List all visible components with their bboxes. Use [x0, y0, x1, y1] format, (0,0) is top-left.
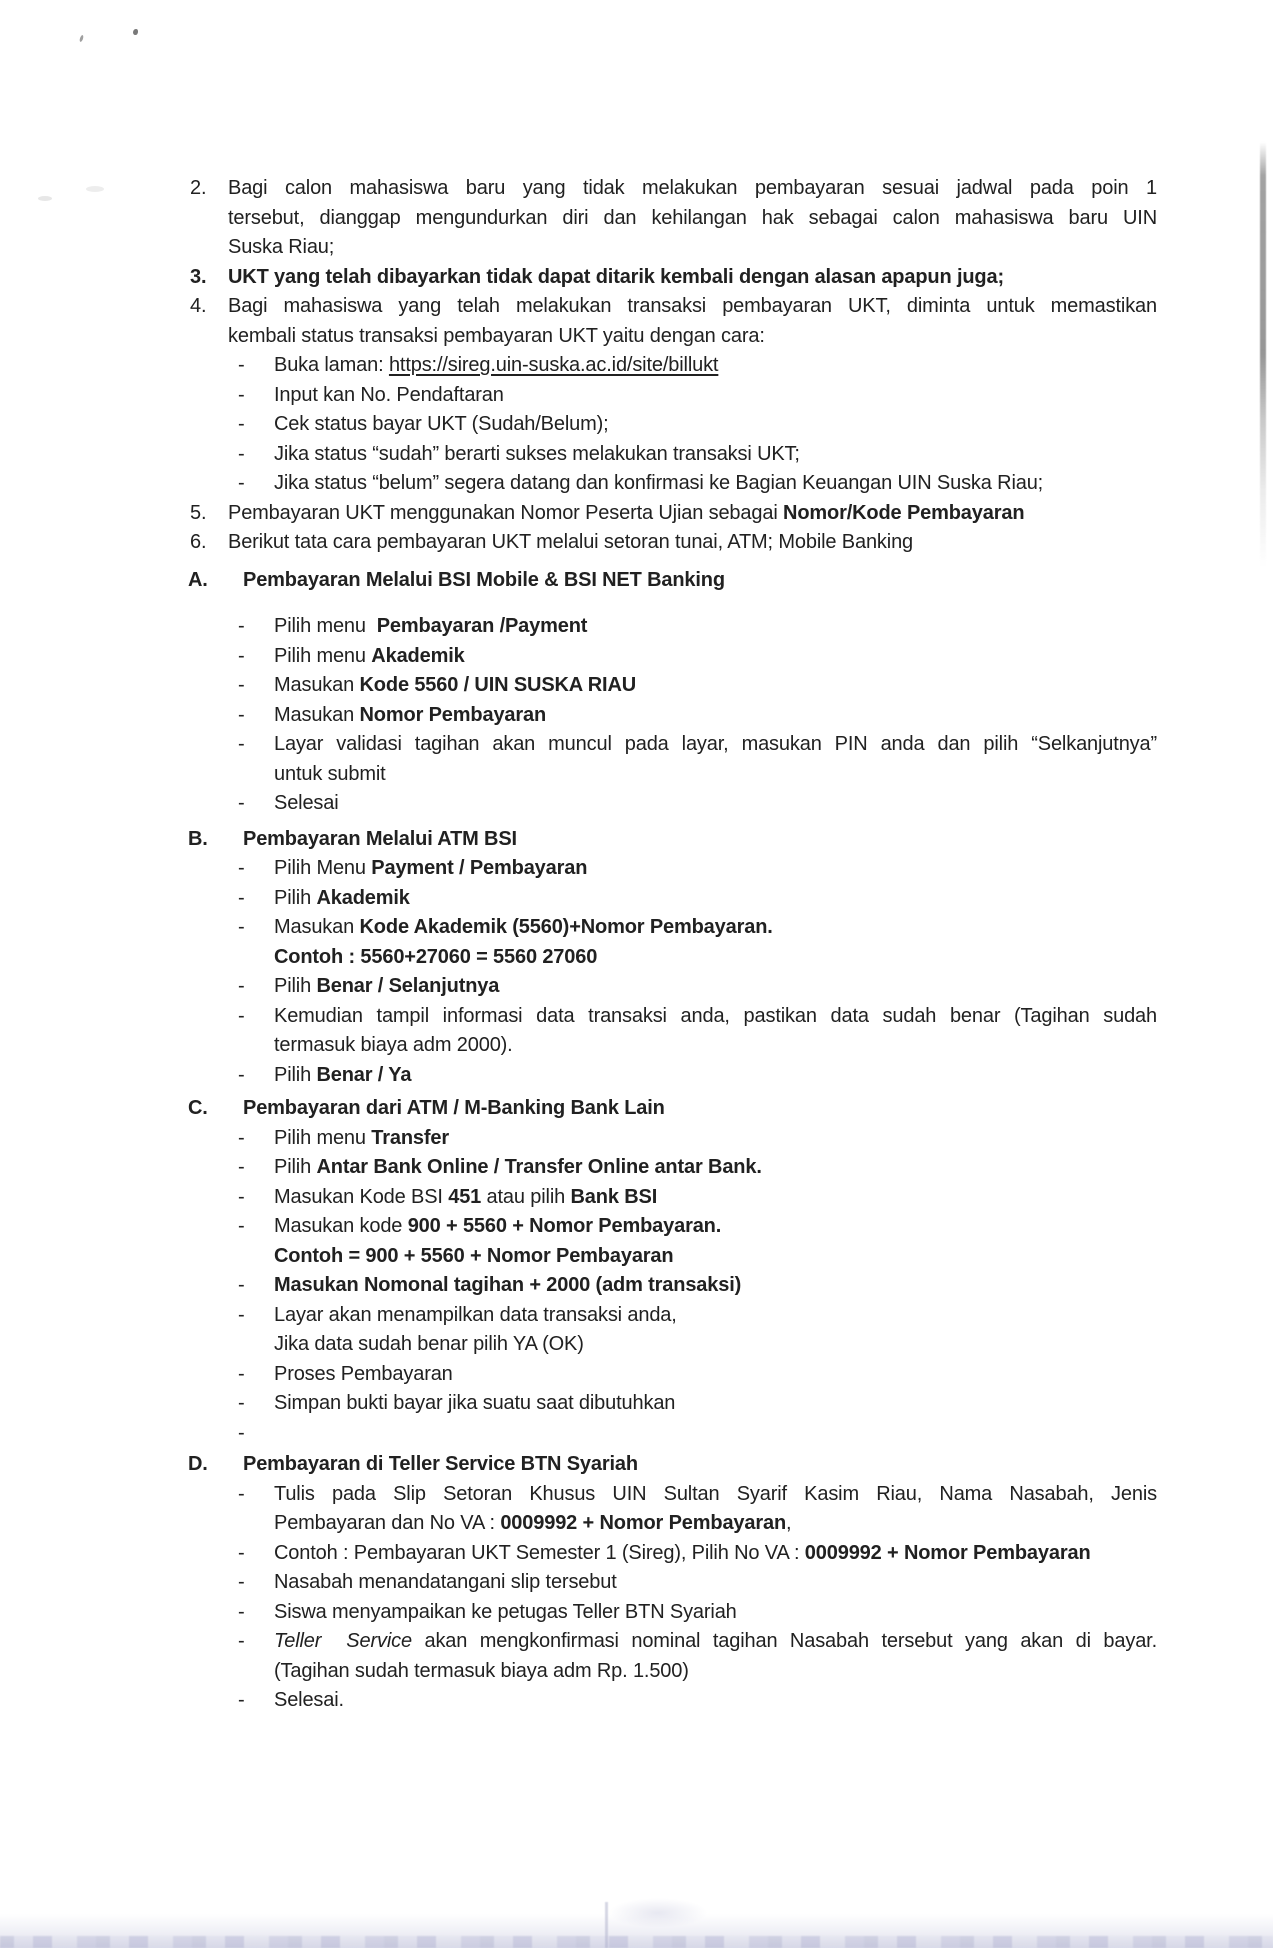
text-run: Kode Akademik (5560)+Nomor Pembayaran.	[359, 916, 773, 938]
text-run: Jika data sudah benar pilih YA (OK)	[274, 1333, 584, 1355]
bullet-item	[0, 1686, 1273, 1716]
text-run: Teller Service	[274, 1630, 412, 1652]
text-run: Pembayaran /Payment	[376, 615, 588, 637]
text-run: Masukan Nomonal tagihan + 2000 (adm transaksi)	[274, 1274, 742, 1296]
bullet-item	[0, 1389, 1273, 1419]
section-letter: C.	[188, 1097, 208, 1119]
text-run: Pembayaran Melalui BSI Mobile & BSI NET Banking	[243, 568, 725, 591]
text-line	[274, 1153, 1157, 1183]
bullet-item	[0, 1360, 1273, 1390]
dash-bullet: -	[238, 792, 245, 814]
section-heading	[0, 566, 1273, 596]
dash-bullet: -	[238, 916, 245, 938]
text-run: 900 + 5560 + Nomor Pembayaran.	[407, 1215, 722, 1237]
text-run: Proses Pembayaran	[274, 1362, 453, 1385]
bullet-item	[0, 440, 1273, 470]
dash-bullet: -	[238, 472, 245, 494]
text-line	[274, 1509, 1157, 1539]
dash-bullet: -	[238, 1630, 245, 1652]
text-line	[274, 701, 1157, 731]
text-run: 0009992 + Nomor Pembayaran	[804, 1541, 1091, 1564]
section-heading	[0, 1450, 1273, 1480]
bullet-item	[0, 1183, 1273, 1213]
text-line	[228, 233, 1157, 263]
text-line	[274, 730, 1157, 760]
text-run: Pembayaran di Teller Service BTN Syariah	[243, 1453, 638, 1475]
text-run: Bagi mahasiswa yang telah melakukan transaksi pembayaran UKT, diminta untuk memastikan	[228, 295, 1157, 317]
text-line	[274, 1686, 1157, 1716]
text-line	[274, 1480, 1157, 1510]
scan-smudge	[38, 196, 52, 201]
bullet-item	[0, 381, 1273, 411]
text-line	[228, 263, 1157, 293]
text-run: Layar akan menampilkan data transaksi anda,	[274, 1303, 677, 1326]
text-line	[274, 642, 1157, 672]
text-line	[274, 671, 1157, 701]
text-line	[274, 1242, 1157, 1272]
scan-smudge	[86, 186, 104, 192]
dash-bullet: -	[238, 383, 245, 406]
text-line	[274, 1183, 1157, 1213]
text-run: Benar / Ya	[316, 1063, 412, 1086]
item-number: 5.	[190, 501, 207, 524]
bullet-item	[0, 1568, 1273, 1598]
bullet-item	[0, 913, 1273, 943]
text-line	[243, 1450, 1157, 1480]
text-line	[274, 440, 1157, 470]
text-line	[274, 884, 1157, 914]
text-run: Kode 5560 / UIN SUSKA RIAU	[359, 674, 637, 696]
dash-bullet: -	[238, 1600, 245, 1623]
text-run: Pilih menu	[274, 615, 377, 637]
text-run: Masukan	[274, 916, 360, 938]
text-run: Bank BSI	[570, 1185, 658, 1208]
dash-bullet: -	[238, 1156, 245, 1178]
text-run: 0009992 + Nomor Pembayaran	[500, 1512, 787, 1534]
bullet-item	[0, 1061, 1273, 1091]
scan-speckle-icon	[79, 35, 84, 43]
dash-bullet: -	[238, 413, 245, 435]
text-run: Pilih	[274, 1063, 317, 1086]
text-line	[274, 612, 1157, 642]
dash-bullet: -	[238, 703, 245, 726]
text-line	[274, 1330, 1157, 1360]
text-run: akan mengkonfirmasi nominal tagihan Nasabah tersebut yang akan di bayar.	[411, 1630, 1157, 1652]
numbered-item	[0, 528, 1273, 558]
text-run: Masukan Kode BSI	[274, 1185, 449, 1208]
text-run: Pembayaran Melalui ATM BSI	[243, 827, 517, 850]
text-run: Antar Bank Online / Transfer Online antar Bank.	[316, 1156, 762, 1178]
dash-bullet: -	[238, 975, 245, 997]
text-line	[274, 1061, 1157, 1091]
dash-bullet: -	[238, 886, 245, 909]
section-letter: D.	[188, 1453, 208, 1475]
bullet-item	[0, 701, 1273, 731]
dash-bullet: -	[238, 1689, 245, 1711]
text-line	[274, 1360, 1157, 1390]
text-run: Selesai	[274, 792, 339, 814]
text-run: Tulis pada Slip Setoran Khusus UIN Sultan Syarif Kasim Riau, Nama Nasabah, Jenis	[274, 1482, 1157, 1505]
text-run: Masukan kode	[274, 1215, 408, 1237]
bullet-item	[0, 854, 1273, 884]
bullet-item	[0, 972, 1273, 1002]
text-line	[274, 1212, 1157, 1242]
text-line	[274, 1598, 1157, 1628]
text-run: Pembayaran dari ATM / M-Banking Bank Lain	[243, 1097, 665, 1119]
text-line	[274, 1568, 1157, 1598]
bullet-item	[0, 1124, 1273, 1154]
dash-bullet: -	[238, 644, 245, 667]
bullet-item	[0, 884, 1273, 914]
text-run: Contoh : Pembayaran UKT Semester 1 (Sireg), Pilih No VA :	[274, 1541, 805, 1564]
text-run: kembali status transaksi pembayaran UKT yaitu dengan cara:	[228, 324, 765, 347]
text-run: (Tagihan sudah termasuk biaya adm Rp. 1.500)	[274, 1659, 689, 1682]
bullet-item	[0, 1002, 1273, 1061]
dash-bullet: -	[238, 733, 245, 755]
text-line	[228, 174, 1157, 204]
bullet-item	[0, 1539, 1273, 1569]
text-run: Bagi calon mahasiswa baru yang tidak melakukan pembayaran sesuai jadwal pada poin 1	[228, 177, 1157, 199]
text-run: Contoh : 5560+27060 = 5560 27060	[274, 945, 598, 968]
bullet-item	[0, 1480, 1273, 1539]
text-run: Berikut tata cara pembayaran UKT melalui setoran tunai, ATM; Mobile Banking	[228, 531, 914, 553]
text-line	[274, 1539, 1157, 1569]
billukt-url: https://sireg.uin-suska.ac.id/site/billukt	[388, 354, 719, 376]
dash-bullet: -	[238, 1004, 245, 1027]
bullet-item	[0, 612, 1273, 642]
text-run: ,	[786, 1512, 792, 1534]
dash-bullet: -	[238, 1482, 245, 1505]
bullet-item	[0, 351, 1273, 381]
text-line	[274, 943, 1157, 973]
text-run: Kemudian tampil informasi data transaksi anda, pastikan data sudah benar (Tagihan sudah	[274, 1004, 1157, 1027]
text-line	[274, 1419, 1157, 1449]
item-number: 4.	[190, 295, 207, 317]
text-line	[243, 1094, 1157, 1124]
text-run: Nomor/Kode Pembayaran	[783, 501, 1025, 524]
text-run: Pilih	[274, 886, 317, 909]
bullet-item	[0, 1627, 1273, 1686]
bullet-item	[0, 789, 1273, 819]
section-letter: B.	[188, 827, 208, 850]
text-run: Transfer	[371, 1126, 450, 1149]
text-line	[228, 322, 1157, 352]
text-run: untuk submit	[274, 762, 386, 785]
text-line	[274, 854, 1157, 884]
section-heading	[0, 1094, 1273, 1124]
text-run: Buka laman:	[274, 354, 389, 376]
text-run: Cek status bayar UKT (Sudah/Belum);	[274, 413, 609, 435]
text-run: Siswa menyampaikan ke petugas Teller BTN Syariah	[274, 1600, 737, 1623]
text-run: Nasabah menandatangani slip tersebut	[274, 1571, 617, 1593]
dash-bullet: -	[238, 674, 245, 696]
dash-bullet: -	[238, 354, 245, 376]
dash-bullet: -	[238, 1215, 245, 1237]
text-line	[274, 913, 1157, 943]
item-number: 6.	[190, 531, 207, 553]
text-run: Payment / Pembayaran	[371, 857, 588, 879]
text-run: Jika status “sudah” berarti sukses melakukan transaksi UKT;	[274, 442, 800, 465]
text-line	[228, 204, 1157, 234]
text-run: Akademik	[371, 644, 465, 667]
text-line	[274, 760, 1157, 790]
text-line	[274, 469, 1157, 499]
continuation-line	[0, 1242, 1273, 1272]
text-line	[228, 499, 1157, 529]
bullet-item	[0, 1301, 1273, 1331]
numbered-item	[0, 499, 1273, 529]
scan-edge-artifact	[1260, 142, 1266, 566]
dash-bullet: -	[238, 1126, 245, 1149]
text-run: tersebut, dianggap mengundurkan diri dan kehilangan hak sebagai calon mahasiswa baru UIN	[228, 206, 1157, 229]
dash-bullet: -	[238, 1303, 245, 1326]
numbered-item	[0, 174, 1273, 263]
text-line	[274, 972, 1157, 1002]
bullet-item	[0, 642, 1273, 672]
text-run: Pembayaran UKT menggunakan Nomor Peserta Ujian sebagai	[228, 501, 784, 524]
numbered-item	[0, 292, 1273, 351]
scan-bottom-noise-band	[0, 1936, 1273, 1948]
bullet-item	[0, 1271, 1273, 1301]
text-line	[274, 1031, 1157, 1061]
text-line	[274, 1627, 1157, 1657]
bullet-item	[0, 1153, 1273, 1183]
text-run: Masukan	[274, 674, 360, 696]
text-run: UKT yang telah dibayarkan tidak dapat ditarik kembali dengan alasan apapun juga;	[228, 265, 1004, 288]
text-run: Masukan	[274, 703, 360, 726]
text-run: Pilih menu	[274, 1126, 372, 1149]
text-run: Input kan No. Pendaftaran	[274, 383, 504, 406]
dash-bullet: -	[238, 1541, 245, 1564]
text-run: Akademik	[316, 886, 410, 909]
bullet-item	[0, 469, 1273, 499]
text-line	[228, 528, 1157, 558]
text-run: termasuk biaya adm 2000).	[274, 1034, 513, 1056]
dash-bullet: -	[238, 1421, 245, 1444]
text-line	[274, 381, 1157, 411]
text-run: Selesai.	[274, 1689, 344, 1711]
text-run: Simpan bukti bayar jika suatu saat dibutuhkan	[274, 1392, 676, 1414]
text-run: 451	[448, 1185, 482, 1208]
document-content	[0, 174, 1273, 1716]
bullet-item	[0, 730, 1273, 789]
dash-bullet: -	[238, 857, 245, 879]
text-run: Pilih	[274, 975, 317, 997]
item-number: 2.	[190, 177, 207, 199]
text-run: Pilih	[274, 1156, 317, 1178]
text-run: Nomor Pembayaran	[359, 703, 547, 726]
dash-bullet: -	[238, 442, 245, 465]
dash-bullet: -	[238, 1274, 245, 1296]
text-line	[243, 566, 1157, 596]
text-line	[274, 1657, 1157, 1687]
section-heading	[0, 825, 1273, 855]
text-run: Layar validasi tagihan akan muncul pada layar, masukan PIN anda dan pilih “Selkanjutnya”	[274, 733, 1157, 755]
bullet-item	[0, 671, 1273, 701]
text-line	[274, 1389, 1157, 1419]
item-number: 3.	[190, 265, 207, 288]
text-run: Pilih Menu	[274, 857, 372, 879]
scan-speckle-icon	[133, 29, 138, 35]
bullet-item	[0, 1419, 1273, 1449]
dash-bullet: -	[238, 1362, 245, 1385]
continuation-line	[0, 943, 1273, 973]
text-run: Pilih menu	[274, 644, 372, 667]
text-line	[274, 1002, 1157, 1032]
text-run: Jika status “belum” segera datang dan konfirmasi ke Bagian Keuangan UIN Suska Riau;	[274, 472, 1044, 494]
bullet-item	[0, 1598, 1273, 1628]
text-line	[274, 789, 1157, 819]
dash-bullet: -	[238, 1571, 245, 1593]
text-line	[274, 1271, 1157, 1301]
text-run: Suska Riau;	[228, 236, 335, 258]
text-line	[243, 825, 1157, 855]
section-letter: A.	[188, 568, 208, 591]
dash-bullet: -	[238, 615, 245, 637]
text-run: Benar / Selanjutnya	[316, 975, 500, 997]
numbered-item	[0, 263, 1273, 293]
continuation-line	[0, 1330, 1273, 1360]
bullet-item	[0, 410, 1273, 440]
bullet-item	[0, 1212, 1273, 1242]
text-line	[274, 351, 1157, 381]
text-run: atau pilih	[481, 1185, 571, 1208]
text-line	[228, 292, 1157, 322]
text-line	[274, 1124, 1157, 1154]
dash-bullet: -	[238, 1185, 245, 1208]
dash-bullet: -	[238, 1392, 245, 1414]
text-run: Pembayaran dan No VA :	[274, 1512, 501, 1534]
text-line	[274, 1301, 1157, 1331]
text-line	[274, 410, 1157, 440]
dash-bullet: -	[238, 1063, 245, 1086]
text-run: Contoh = 900 + 5560 + Nomor Pembayaran	[274, 1244, 674, 1267]
